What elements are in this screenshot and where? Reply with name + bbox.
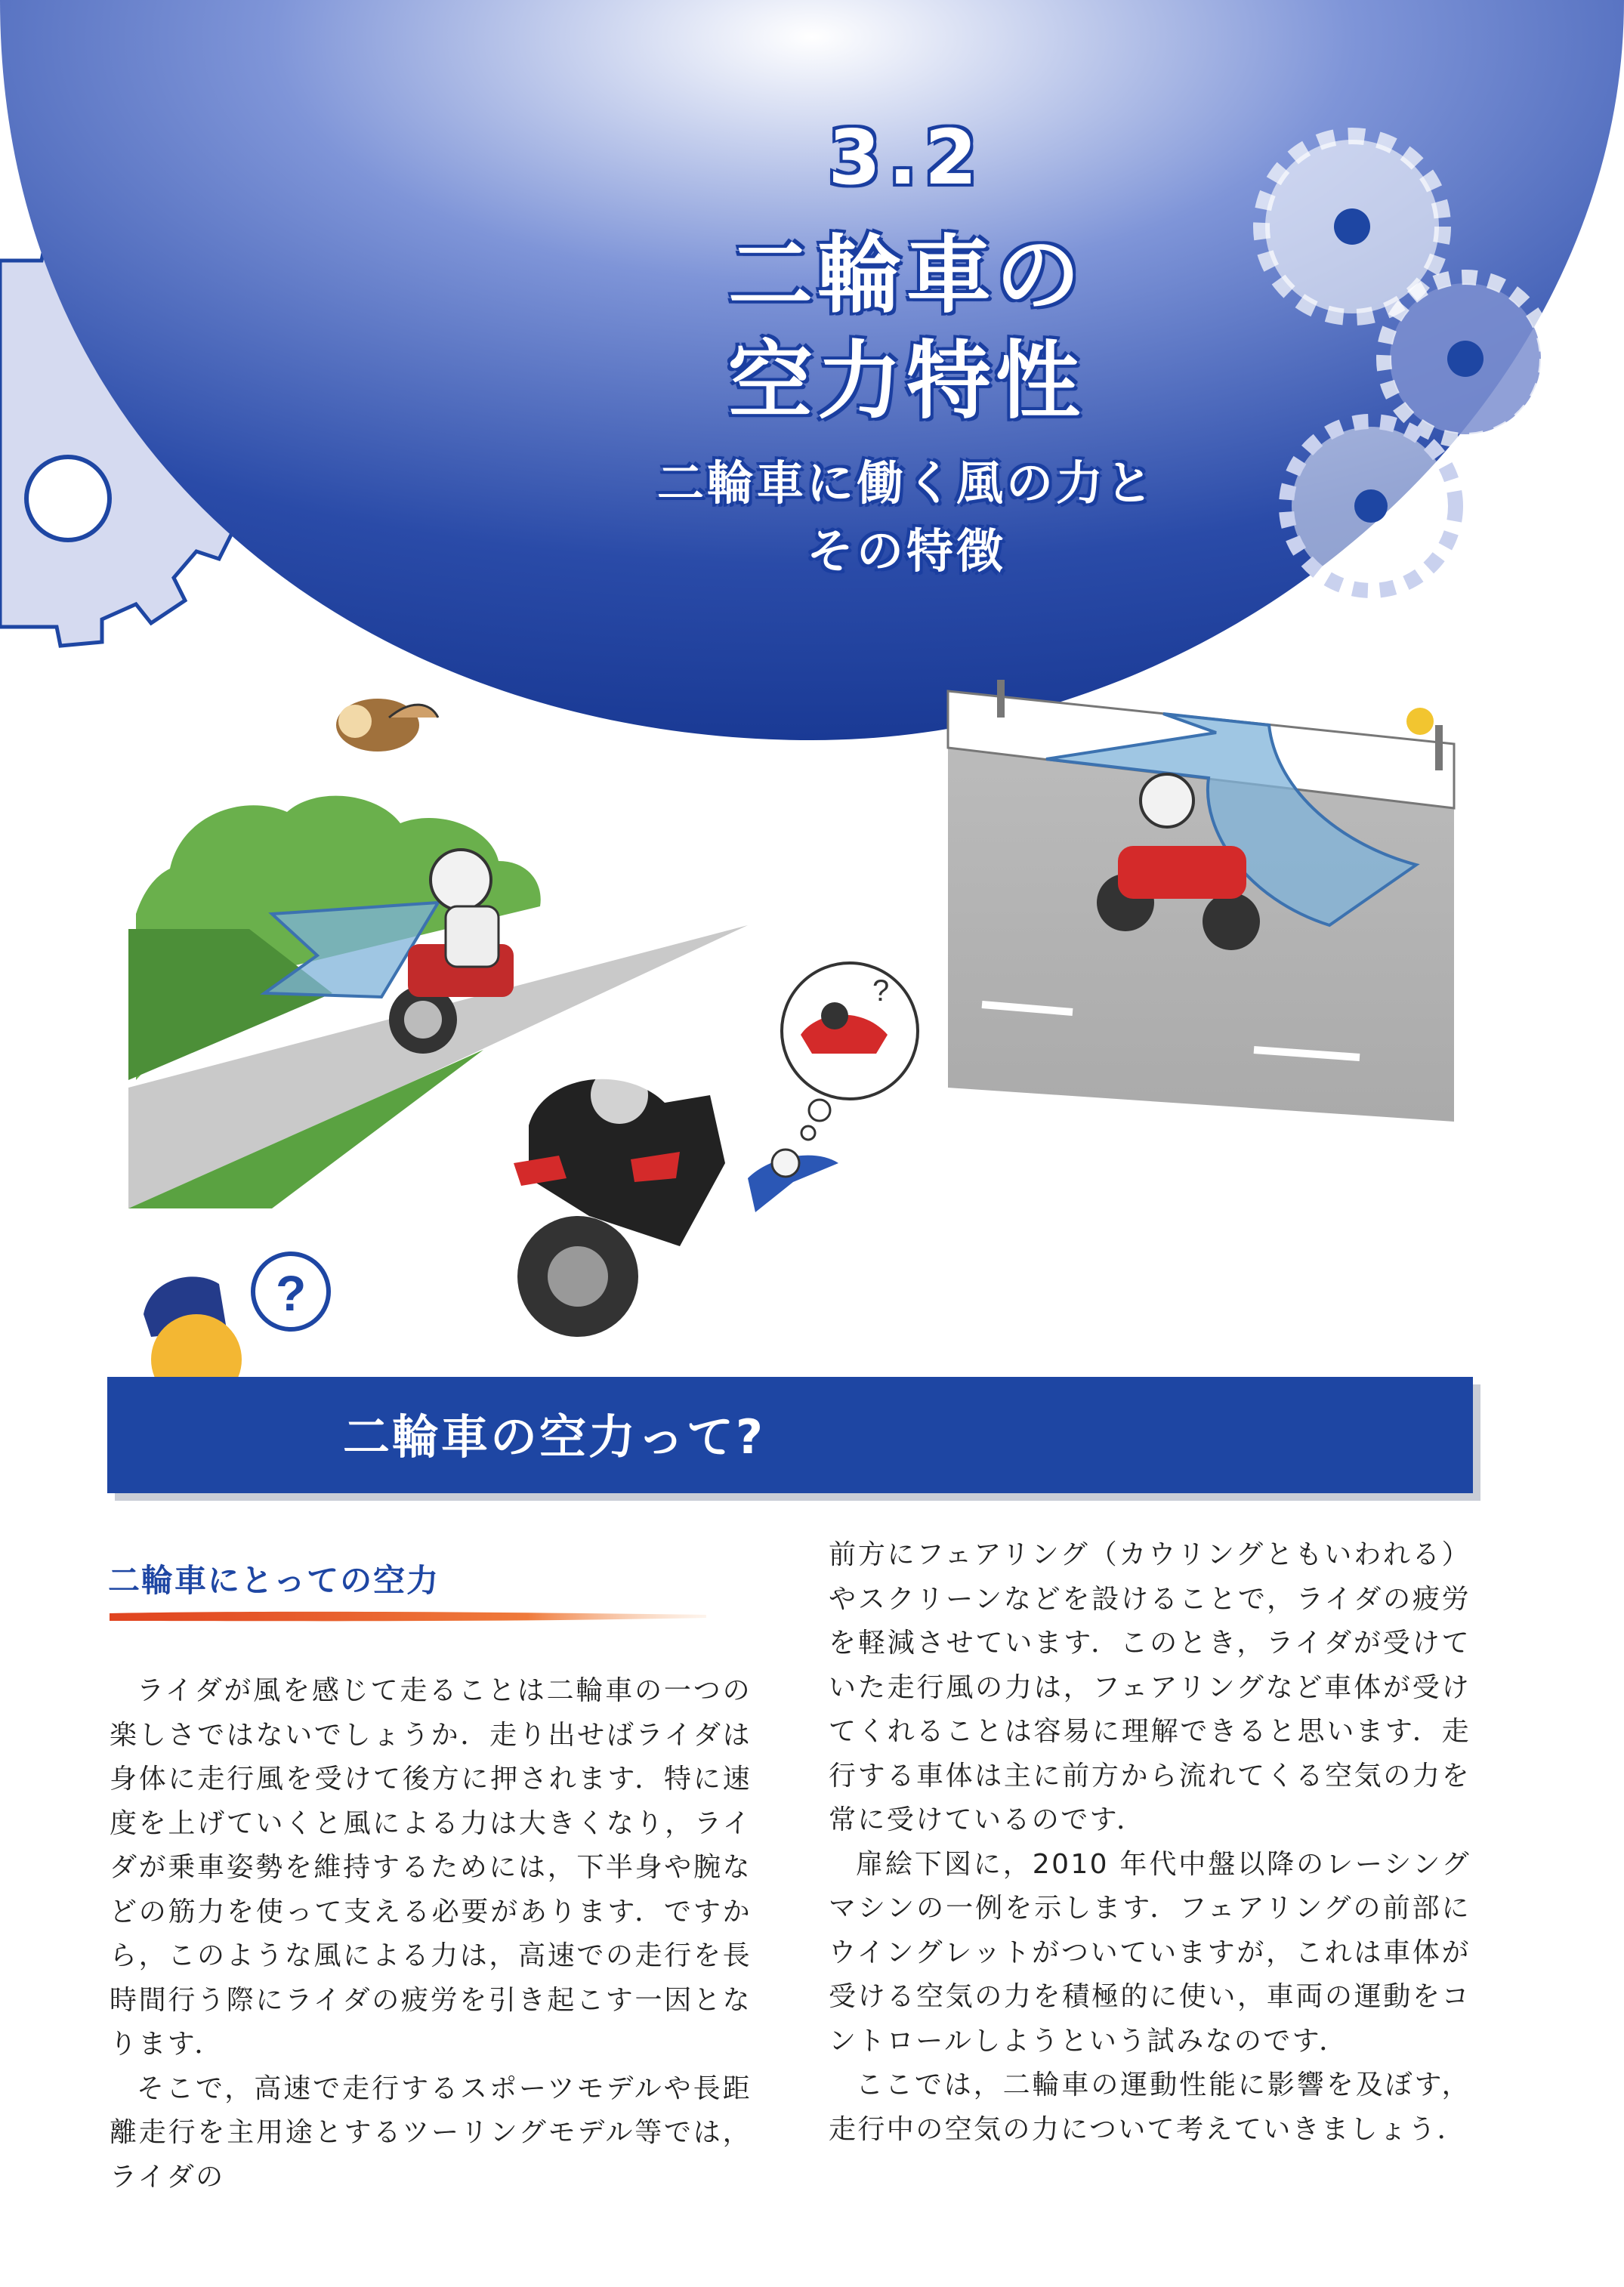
paragraph: 前方にフェアリング（カウリングともいわれる）やスクリーンなどを設けることで，ライダの疲労を軽減させています．このとき，ライダが受けていた走行風の力は，フェアリングなど車体が受けてくれることは容易に理解できると思います．走行する車体は主に前方から流れてくる空気の力を常に受けているのです． [829, 1539, 1471, 1835]
sub-heading: 二輪車にとっての空力 [108, 1562, 440, 1599]
thought-bubble [782, 963, 918, 1140]
page-subtitle-line-1: 二輪車に働く風の力と [656, 455, 1156, 511]
highway-road-scene [948, 680, 1454, 1122]
body-text-right-column [829, 1533, 1471, 2152]
heading-underline [110, 1610, 706, 1622]
mascot-question-mark: ? [276, 1265, 307, 1321]
page-title-line-1: 二輪車の [728, 227, 1085, 325]
paragraph: ここでは，二輪車の運動性能に影響を及ぼす，走行中の空気の力について考えていきましょう． [829, 2069, 1471, 2145]
section-banner [107, 1377, 1473, 1493]
section-number: 3.2 [828, 113, 985, 202]
paragraph: ライダが風を感じて走ることは二輪車の一つの楽しさではないでしょうか．走り出せばライダは身体に走行風を受けて後方に押されます．特に速度を上げていくと風による力は大きくなり，ライダが乗車姿勢を維持するためには，下半身や腕などの筋力を使って支える必要があります．ですから，このような風による力は，高速での走行を長時間行う際にライダの疲労を引き起こす一因となります． [110, 1675, 752, 2060]
page-title-line-2: 空力特性 [728, 332, 1085, 431]
thought-question-mark: ? [872, 974, 890, 1008]
page-subtitle-line-2: その特徴 [806, 523, 1006, 579]
paragraph: 扉絵下図に，2010 年代中盤以降のレーシングマシンの一例を示します．フェアリングの前部にウイングレットがついていますが，これは車体が受ける空気の力を積極的に使い，車両の運動をコントロールしようという試みなのです． [829, 1848, 1471, 2057]
racing-motorcycle [514, 1066, 725, 1337]
body-text-left-column [110, 1669, 752, 2199]
banner-title: 二輪車の空力って? [343, 1409, 765, 1464]
swallow-bird-icon [748, 1150, 838, 1212]
paragraph: そこで，高速で走行するスポーツモデルや長距離走行を主用途とするツーリングモデル等では，ライダの [110, 2072, 752, 2193]
owl-bird-icon [336, 699, 438, 752]
